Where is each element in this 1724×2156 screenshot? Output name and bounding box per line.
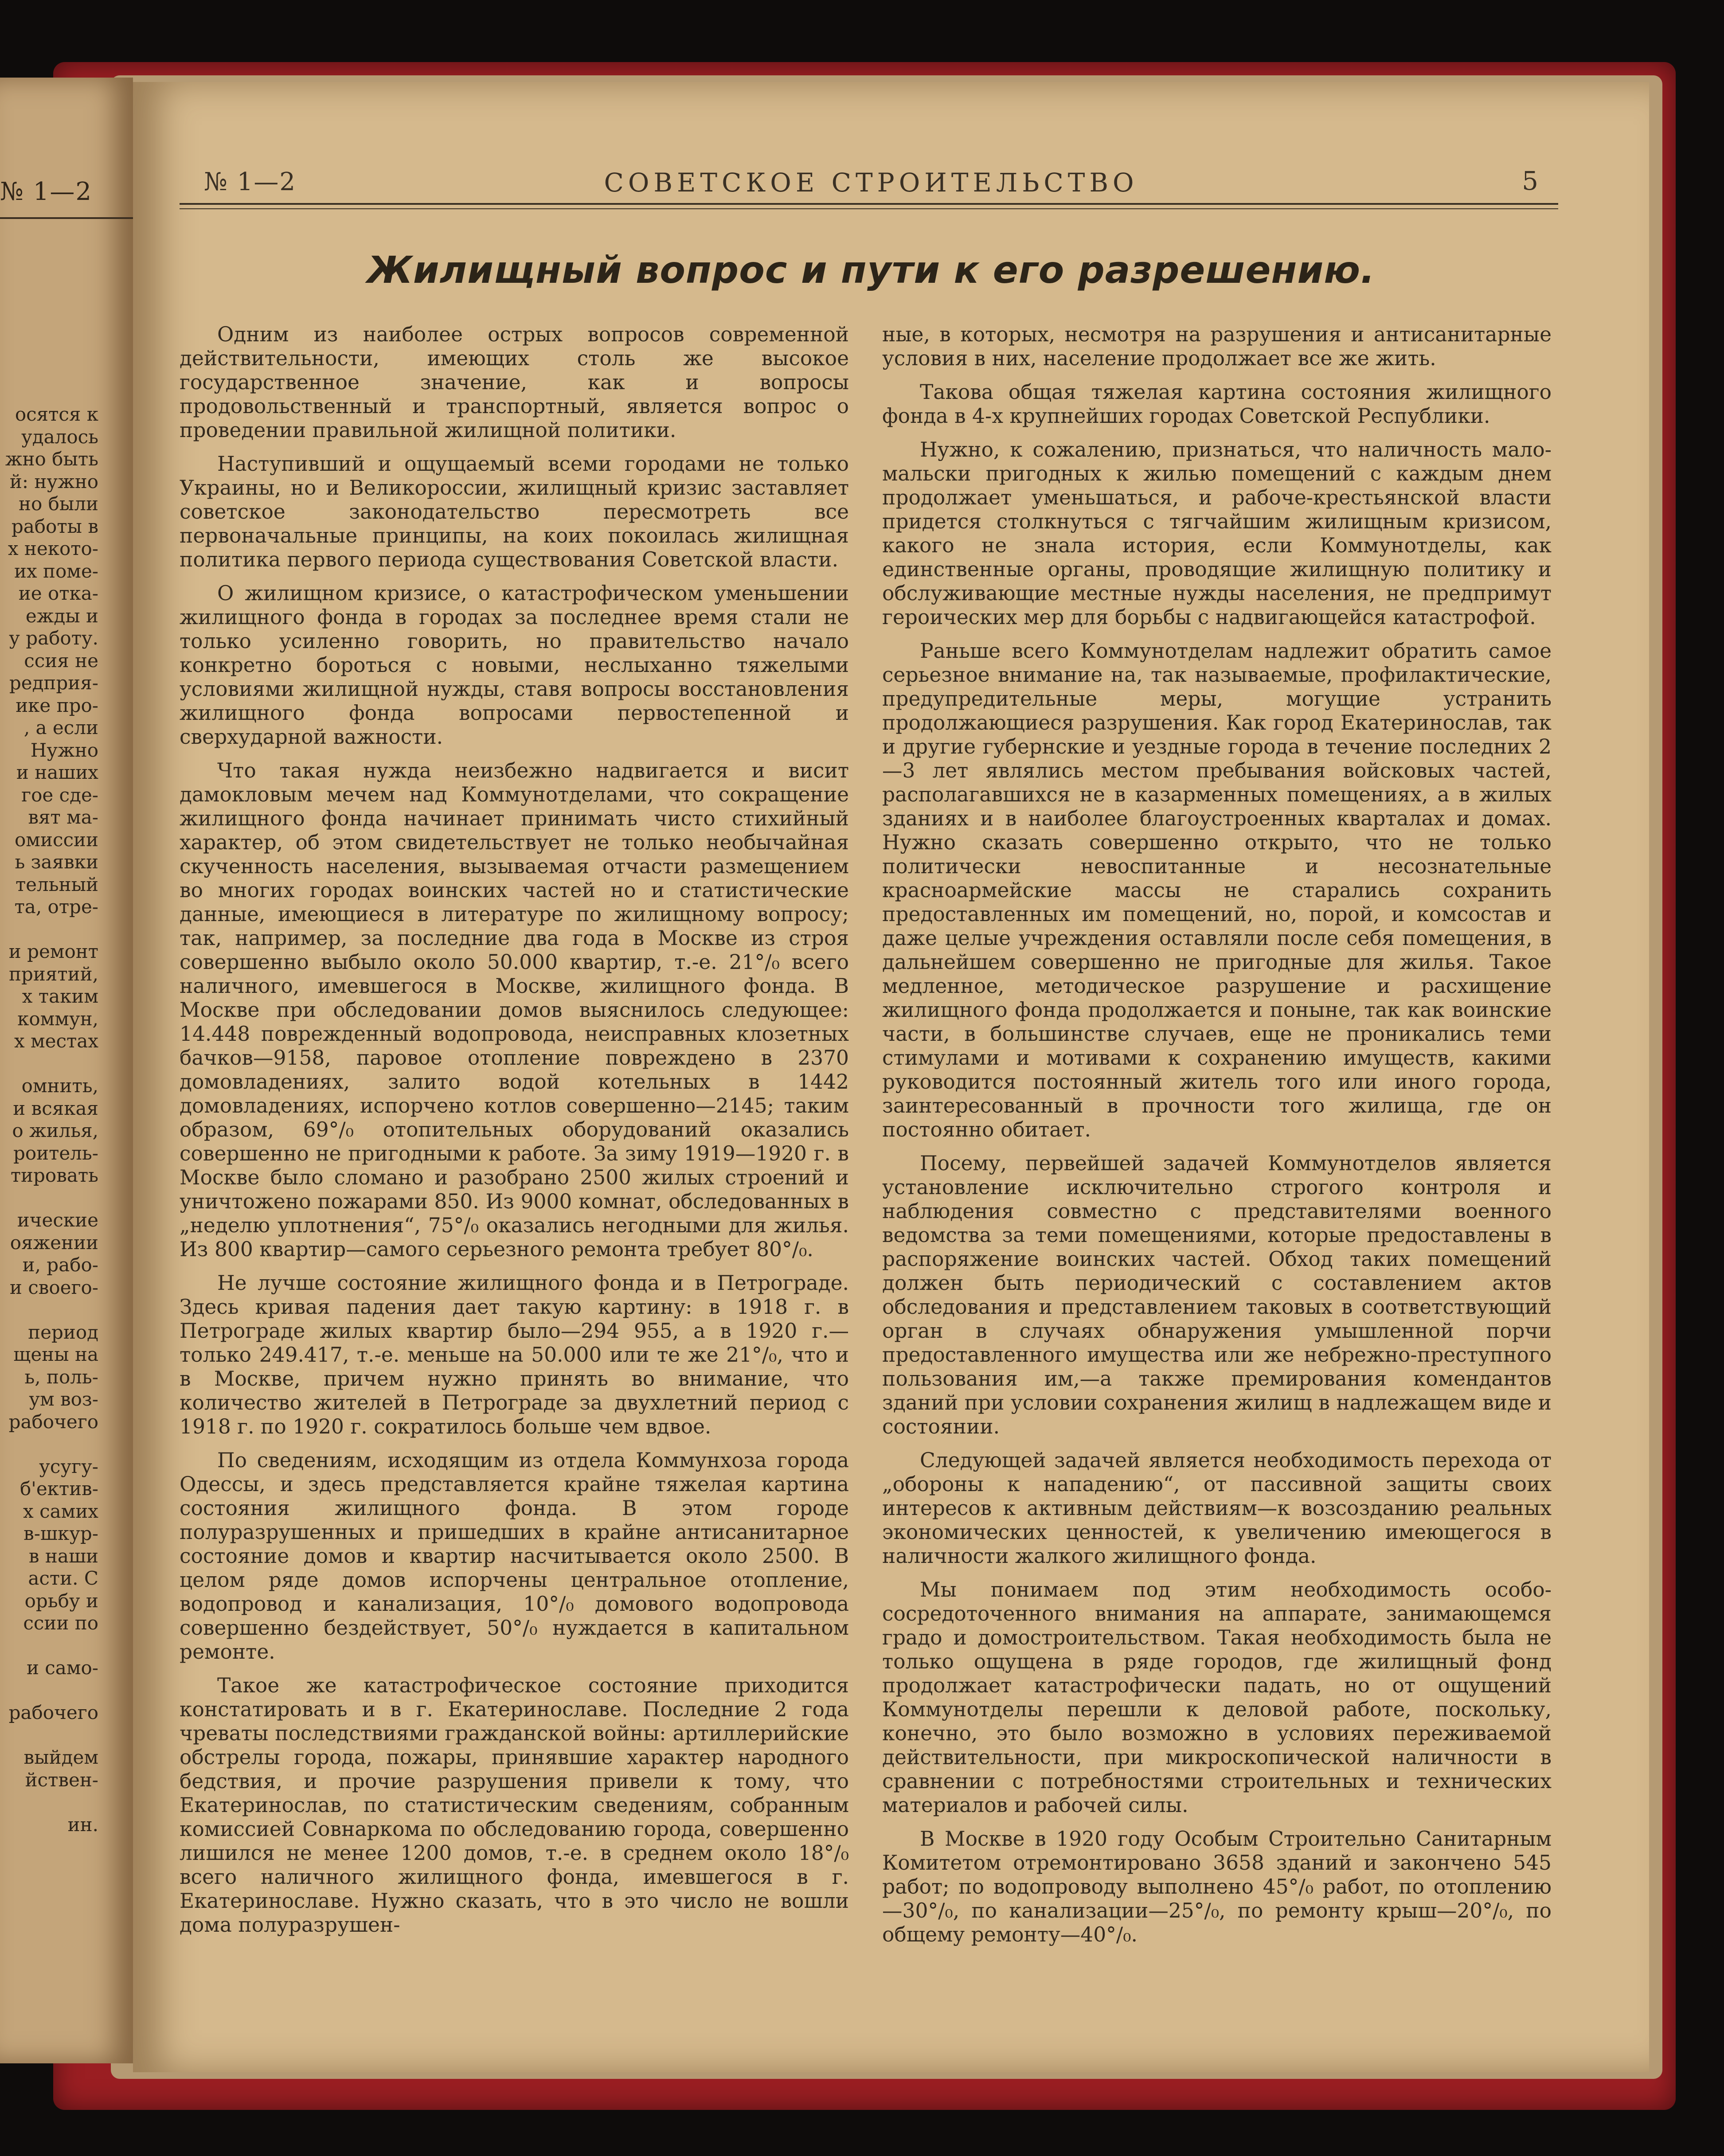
journal-title: СОВЕТСКОЕ СТРОИТЕЛЬСТВО: [604, 168, 1138, 198]
left-page-fragment: рабочего: [8, 1410, 98, 1433]
left-page-fragment: жно быть: [5, 448, 98, 470]
paragraph: Мы понимаем под этим необходимость особо-сосредоточенного внимания на аппарате, занимающемся градо и домостроительством. Такая необходимость была не только ощущена в ряде городов, где жилищный фонд продолжает катастрофически падать, но от ощущений Коммунотделы перешли к деловой работе, поскольку, конечно, это было возможно в условиях переживаемой действительности, при микроскопической наличности в сравнении с потребностями строительных и технических материалов и рабочей силы.: [882, 1578, 1552, 1817]
article-title: Жилищный вопрос и пути к его разрешению.: [367, 248, 1375, 292]
left-page-fragment: в наши: [28, 1545, 98, 1567]
left-page-fragment: тельный: [15, 873, 98, 895]
left-page-header-rule: [0, 217, 133, 219]
left-page-fragment: х местах: [14, 1030, 98, 1052]
running-header: [180, 164, 1563, 204]
left-page-fragment: ике про-: [16, 694, 98, 716]
left-page-fragment: щены на: [13, 1344, 98, 1365]
left-page-fragment: омиссии: [15, 828, 98, 851]
left-page-fragment: ин.: [67, 1813, 98, 1836]
header-rule: [180, 203, 1558, 209]
left-page-fragment: йствен-: [25, 1769, 98, 1791]
left-page-fragment: ие отка-: [18, 582, 98, 604]
left-page-fragment: б'ектив-: [20, 1478, 98, 1500]
left-page-fragment: ежды и: [25, 605, 98, 627]
paragraph: Раньше всего Коммунотделам надлежит обратить самое серьезное внимание на, так называемые, профилактические, предупредительные меры, могущие устранить продолжающиеся разрушения. Как город Екатеринослав, так и другие губернские и уездные города в течение последних 2—3 лет являлись местом пребывания войсковых частей, располагавшихся не в казарменных помещениях, а в жилых зданиях и в наиболее благоустроенных кварталах и домах. Нужно сказать совершенно открыто, что не только политически невоспитанные и несознательные красноармейские массы не старались сохранить предоставленных им помещений, но, порой, и комсостав и даже целые учреждения оставляли после себя помещения, в дальнейшем совершенно не пригодные для жилья. Такое медленное, методическое разрушение и расхищение жилищного фонда продолжается и поныне, так как воинские части, в большинстве случаев, еще не проникались теми стимулами и мотивами к сохранению имуществ, какими руководится постоянный житель того или иного города, заинтересованный в прочности того жилища, где он постоянно обитает.: [882, 639, 1552, 1141]
left-page-fragment: о жилья,: [12, 1120, 98, 1141]
left-page-fragment: работы в: [11, 515, 98, 537]
left-page-fragment: х таким: [22, 985, 98, 1007]
left-page-fragment: роитель-: [13, 1142, 98, 1164]
left-page-fragment: коммун,: [17, 1008, 98, 1030]
left-page-fragment: , а если: [23, 717, 98, 738]
page-number: 5: [1522, 166, 1538, 196]
paragraph: Наступивший и ощущаемый всеми городами не только Украины, но и Великороссии, жилищный кризис заставляет советское законодательство пересмотреть все первоначальные принципы, на коих покоилась жилищная политика первого периода существования Советской власти.: [180, 452, 849, 571]
left-page-fragment: и наших: [16, 762, 98, 783]
left-page-fragment: ояжении: [10, 1231, 98, 1254]
paragraph: В Москве в 1920 году Особым Строительно Санитарным Комитетом отремонтировано 3658 зданий и закончено 545 работ; по водопроводу выполнено 45°/₀ работ, по отоплению—30°/₀, по канализации—25°/₀, по ремонту крыш—20°/₀, по общему ремонту—40°/₀.: [882, 1827, 1552, 1946]
left-page-fragment: вят ма-: [28, 806, 98, 828]
paragraph-continuation: ные, в которых, несмотря на разрушения и антисанитарные условия в них, население продолжает все же жить.: [882, 323, 1552, 370]
left-page-fragment: и, рабо-: [22, 1254, 98, 1276]
left-page-fragment: та, отре-: [14, 896, 98, 918]
left-page-fragment: ические: [17, 1209, 98, 1231]
left-page-fragment: но были: [18, 493, 98, 515]
left-page-fragment: х самих: [23, 1500, 98, 1522]
left-page-fragment: и своего-: [9, 1276, 98, 1298]
left-page-fragment: ь, поль-: [24, 1366, 98, 1388]
paragraph: По сведениям, исходящим из отдела Коммунхоза города Одессы, и здесь представляется крайне тяжелая картина состояния жилищного фонда. В этом городе полуразрушенных и пришедших в крайне антисанитарное состояние домов и квартир насчитывается около 2500. В целом ряде домов испорчены центральное отопление, водопровод и канализация, 10°/₀ домового водопровода совершенно бездействует, 50°/₀ нуждается в капитальном ремонте.: [180, 1449, 849, 1664]
left-page-fragment: их поме-: [14, 560, 98, 582]
left-page-fragment: орьбу и: [24, 1590, 98, 1612]
left-page-fragment: гое сде-: [21, 784, 98, 806]
left-page-fragment: в-шкур-: [23, 1523, 98, 1544]
issue-number: № 1—2: [204, 168, 297, 196]
paragraph: Посему, первейшей задачей Коммунотделов является установление исключительно строгого контроля и наблюдения совместно с представителями военного ведомства за теми помещениями, которые предоставлены в распоряжение воинских частей. Обход таких помещений должен быть периодический с составлением актов обследования и представлением таковых в соответствующий орган в случаях обнаружения умышленной порчи предоставленного имущества или же небрежно-преступного пользования им,—а также премирования комендантов зданий при условии сохранения жилищ в надлежащем виде и состоянии.: [882, 1152, 1552, 1438]
paragraph: Следующей задачей является необходимость перехода от „обороны к нападению“, от пассивной защиты своих интересов к активным действиям—к возсозданию реальных экономических ценностей, к увеличению имеющегося в наличности жалкого жилищного фонда.: [882, 1449, 1552, 1568]
left-page-header: № 1—2: [0, 177, 93, 206]
left-page-fragment: омнить,: [21, 1075, 98, 1097]
left-page-fragment: Нужно: [30, 739, 98, 761]
left-page-fragment: ссия не: [24, 649, 98, 672]
left-page-fragment: усугу-: [39, 1455, 98, 1477]
left-page-fragment: приятий,: [9, 963, 98, 985]
paragraph: Такое же катастрофическое состояние приходится констатировать и в г. Екатеринославе. Последние 2 года чреваты последствиями гражданской войны: артиллерийские обстрелы города, пожары, принявшие характер народного бедствия, и прочие разрушения привели к тому, что Екатеринослав, по статистическим сведениям, собранным комиссией Совнаркома по обследованию города, совершенно лишился не менее 1200 домов, т.-е. в среднем около 18°/₀ всего наличного жилищного фонда, имевшегося в г. Екатеринославе. Нужно сказать, что в это число не вошли дома полуразрушен-: [180, 1674, 849, 1937]
left-page-fragment: х некото-: [8, 538, 98, 559]
left-page-fragment: тировать: [10, 1164, 98, 1186]
article-column-left: [180, 323, 849, 1947]
article-column-right: [882, 323, 1552, 1957]
paragraph: Такова общая тяжелая картина состояния жилищного фонда в 4-х крупнейших городах Советской Республики.: [882, 380, 1552, 428]
left-page-fragment: выйдем: [23, 1746, 98, 1768]
paragraph: Нужно, к сожалению, признаться, что наличность мало-мальски пригодных к жилью помещений с каждым днем продолжает уменьшаться, и рабоче-крестьянской власти придется столкнуться с тягчайшим жилищным кризисом, какого не знала история, если Коммунотделы, как единственные органы, проводящие жилищную политику и обслуживающие местные нужды населения, не предпримут героических мер для борьбы с надвигающейся катастрофой.: [882, 438, 1552, 629]
left-page-fragment: редприя-: [9, 672, 98, 694]
left-page-fragment: период: [28, 1321, 98, 1343]
left-page-fragment: ум воз-: [29, 1388, 98, 1410]
paragraph: О жилищном кризисе, о катастрофическом уменьшении жилищного фонда в городах за последнее время стали не только усиленно говорить, но правительство начало конкретно бороться с новыми, неслыханно тяжелыми условиями жилищной нужды, ставя вопросы восстановления жилищного фонда вопросами первостепенной и сверхударной важности.: [180, 582, 849, 749]
left-page-fragment: и всякая: [13, 1097, 98, 1119]
left-page-fragment: удалось: [21, 426, 98, 448]
left-page-fragment: у работу.: [9, 627, 98, 649]
left-page-fragment: ссии по: [23, 1612, 98, 1634]
paragraph: Не лучше состояние жилищного фонда и в Петрограде. Здесь кривая падения дает такую картину: в 1918 г. в Петрограде жилых квартир было—294 955, а в 1920 г.—только 249.417, т.-е. меньше на 50.000 или те же 21°/₀, что и в Москве, причем нужно принять во внимание, что количество жителей в Петрограде за двухлетний период с 1918 г. по 1920 г. сократилось больше чем вдвое.: [180, 1271, 849, 1438]
left-page-fragment: осятся к: [15, 403, 98, 425]
left-page-fragment: и само-: [26, 1657, 98, 1679]
paragraph: Что такая нужда неизбежно надвигается и висит дамокловым мечем над Коммунотделами, что сокращение жилищного фонда начинает принимать чисто стихийный характер, об этом свидетельствует не только необычайная скученность населения, вызываемая отчасти размещением во многих городах воинских частей но и статистические данные, имеющиеся в литературе по жилищному вопросу; так, например, за последние два года в Москве из строя совершенно выбыло около 50.000 квартир, т.-е. 21°/₀ всего наличного, имевшегося в Москве, жилищного фонда. В Москве при обследовании домов выяснилось следующее: 14.448 поврежденный водопровода, неисправных клозетных бачков—9158, паровое отопление повреждено в 2370 домовладениях, залито водой котельных в 1442 домовладениях, испорчено котлов совершенно—2145; таким образом, 69°/₀ отопительных оборудований оказались совершенно не пригодными к работе. За зиму 1919—1920 г. в Москве было сломано и разобрано 2500 жилых строений и уничтожено пожарами 850. Из 9000 комнат, обследованных в „неделю уплотнения“, 75°/₀ оказались негодными для жилья. Из 800 квартир—самого серьезного ремонта требует 80°/₀.: [180, 759, 849, 1261]
left-page-fragment: и ремонт: [8, 941, 98, 962]
paragraph: Одним из наиболее острых вопросов современной действительности, имеющих столь же высокое государственное значение, как и вопросы продовольственный и транспортный, является вопрос о проведении правильной жилищной политики.: [180, 323, 849, 442]
left-page-fragment: й: нужно: [9, 470, 98, 492]
left-page-fragment: асти. С: [28, 1567, 98, 1589]
left-page-fragment: ь заявки: [15, 851, 98, 873]
left-page: [0, 78, 133, 2063]
left-page-fragment: рабочего: [8, 1702, 98, 1723]
